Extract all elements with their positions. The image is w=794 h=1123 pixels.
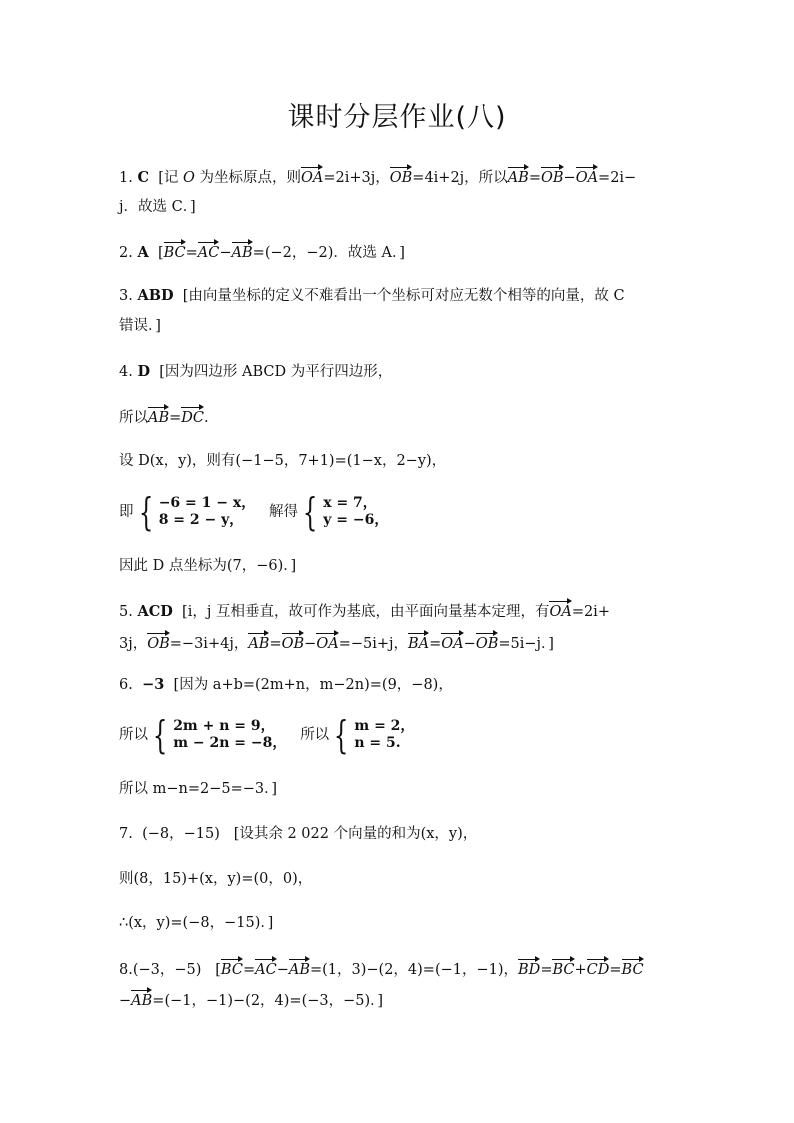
q6-text: 所以 — [300, 727, 330, 743]
q1-text: = — [528, 170, 541, 186]
equation: −6 = 1 − x， — [158, 495, 256, 511]
q7-line3: ∴(x，y)=(−8，−15)．] — [119, 915, 274, 931]
equation-system — [134, 490, 256, 534]
equation: x = 7， — [323, 495, 377, 511]
brace-icon: { — [152, 713, 168, 757]
equation: m − 2n = −8， — [173, 735, 287, 751]
vector-ab: AB — [248, 631, 269, 655]
q8-line1 — [119, 957, 679, 981]
q3-text: [由向量坐标的定义不难看出一个坐标可对应无数个相等的向量，故 C — [182, 288, 625, 304]
q2-text: [ — [157, 245, 164, 261]
q8-text: = — [540, 962, 553, 978]
brace-icon: { — [334, 713, 349, 757]
q6-answer: −3 — [142, 676, 165, 693]
vector-ac: AC — [255, 957, 277, 981]
q5-answer: ACD — [137, 603, 173, 620]
q4-answer: D — [137, 363, 151, 380]
q2-text: =(−2，−2)．故选 A．] — [252, 245, 405, 261]
q5-text: − — [463, 636, 476, 652]
q5-number: 5. — [119, 604, 133, 620]
q4-number: 4. — [119, 364, 133, 380]
q8-number: 8. — [119, 962, 133, 978]
q5-text: =−5i+j， — [338, 636, 408, 652]
vector-ab: AB — [131, 988, 152, 1012]
equation: 2m + n = 9， — [173, 718, 275, 734]
q4-text: 即 — [119, 504, 134, 520]
q4-text: 解得 — [269, 504, 299, 520]
q1-line2: j．故选 C．] — [119, 199, 196, 215]
equation-system — [329, 713, 415, 757]
q8-text: + — [574, 962, 587, 978]
q1-text: =2i+3j， — [323, 170, 390, 186]
q8-text: = — [242, 962, 256, 978]
q8-text: [ — [215, 962, 221, 978]
q6-text: [因为 a+b=(2m+n，m−2n)=(9，−8)， — [173, 677, 453, 693]
equation: y = −6， — [323, 512, 389, 528]
vector-ob: OB — [390, 165, 413, 189]
vector-oa: OA — [549, 599, 571, 623]
vector-ab: AB — [289, 957, 310, 981]
vector-ab: AB — [232, 240, 253, 264]
q4-line1 — [119, 361, 679, 383]
q8-answer: (−3，−5) — [132, 962, 202, 978]
vector-ac: AC — [198, 240, 220, 264]
vector-ob: OB — [147, 631, 170, 655]
q7-answer: (−8，−15) — [142, 826, 220, 842]
vector-bc: BC — [221, 957, 243, 981]
q1-text: O — [183, 170, 195, 186]
q8-text: =(1，3)−(2，4)=(−1，−1)， — [309, 962, 519, 978]
q1-text: [记 — [158, 170, 179, 186]
q4-line2 — [119, 405, 679, 429]
q7-line2: 则(8，15)+(x，y)=(0，0)， — [119, 871, 313, 887]
q8-text: = — [609, 962, 622, 978]
q5-text: =2i+ — [571, 604, 610, 620]
q8-text: − — [119, 993, 132, 1009]
q7-line1 — [119, 823, 679, 845]
q2-line1 — [119, 240, 679, 264]
q5-text: = — [269, 636, 282, 652]
q7-text: [设其余 2 022 个向量的和为(x，y)， — [233, 826, 478, 842]
equation: m = 2， — [354, 718, 415, 734]
vector-ob: OB — [541, 165, 564, 189]
q1-text: =4i+2j，所以 — [412, 170, 508, 186]
page-title: 课时分层作业(八) — [287, 102, 507, 133]
vector-bc: BC — [622, 957, 644, 981]
q8-text: − — [276, 962, 289, 978]
q2-number: 2. — [119, 245, 133, 261]
q8-line2 — [119, 988, 679, 1012]
vector-bc: BC — [552, 957, 574, 981]
q4-text: = — [169, 410, 182, 426]
q1-answer: C — [137, 169, 149, 186]
q4-line5: 因此 D 点坐标为(7，−6)．] — [119, 558, 297, 574]
vector-oa: OA — [301, 165, 323, 189]
q6-number: 6. — [119, 677, 133, 693]
q6-text: 所以 — [119, 727, 148, 743]
q1-text: 为坐标原点，则 — [199, 170, 301, 186]
q1-number: 1. — [119, 170, 133, 186]
vector-ob: OB — [282, 631, 305, 655]
equation: 8 = 2 − y， — [158, 512, 244, 528]
q6-line1 — [119, 674, 679, 696]
equation-system — [148, 713, 287, 757]
q6-line3: 所以 m−n=2−5=−3．] — [119, 781, 278, 797]
q3-line1 — [119, 285, 679, 307]
vector-ob: OB — [476, 631, 499, 655]
vector-bc: BC — [164, 240, 186, 264]
vector-oa: OA — [576, 165, 598, 189]
q4-text: . — [204, 410, 209, 426]
vector-ab: AB — [508, 165, 529, 189]
equation-system — [298, 490, 389, 534]
vector-ba: BA — [408, 631, 429, 655]
q8-text: =(−1，−1)−(2，4)=(−3，−5)．] — [152, 993, 384, 1009]
q1-text: − — [563, 170, 576, 186]
brace-icon: { — [138, 490, 153, 534]
q5-text: =5i−j．] — [498, 636, 554, 652]
q3-line2: 错误．] — [119, 318, 161, 334]
q5-text: =−3i+4j， — [169, 636, 249, 652]
q4-text: [因为四边形 ABCD 为平行四边形， — [159, 364, 393, 380]
vector-oa: OA — [316, 631, 338, 655]
q4-line4 — [119, 492, 679, 532]
q3-answer: ABD — [137, 287, 174, 304]
equation: n = 5. — [354, 735, 401, 751]
q5-text: = — [429, 636, 442, 652]
brace-icon: { — [302, 490, 318, 534]
q2-text: = — [185, 245, 198, 261]
q5-line1 — [119, 599, 679, 623]
q2-answer: A — [137, 244, 149, 261]
q4-text: 所以 — [119, 410, 148, 426]
vector-ab: AB — [148, 405, 169, 429]
q6-line2 — [119, 715, 679, 755]
q7-number: 7. — [119, 826, 133, 842]
q2-text: − — [219, 245, 232, 261]
q5-text: − — [304, 636, 317, 652]
q5-text: 3j， — [119, 636, 148, 652]
vector-oa: OA — [441, 631, 463, 655]
q1-line1 — [119, 165, 679, 189]
q3-number: 3. — [119, 288, 133, 304]
vector-dc: DC — [181, 405, 204, 429]
vector-cd: CD — [587, 957, 610, 981]
q1-text: =2i− — [598, 170, 637, 186]
vector-bd: BD — [518, 957, 540, 981]
q5-text: [i，j 互相垂直，故可作为基底，由平面向量基本定理，有 — [182, 604, 550, 620]
q4-line3: 设 D(x，y)，则有(−1−5，7+1)=(1−x，2−y)， — [119, 453, 447, 469]
q5-line2 — [119, 631, 679, 655]
